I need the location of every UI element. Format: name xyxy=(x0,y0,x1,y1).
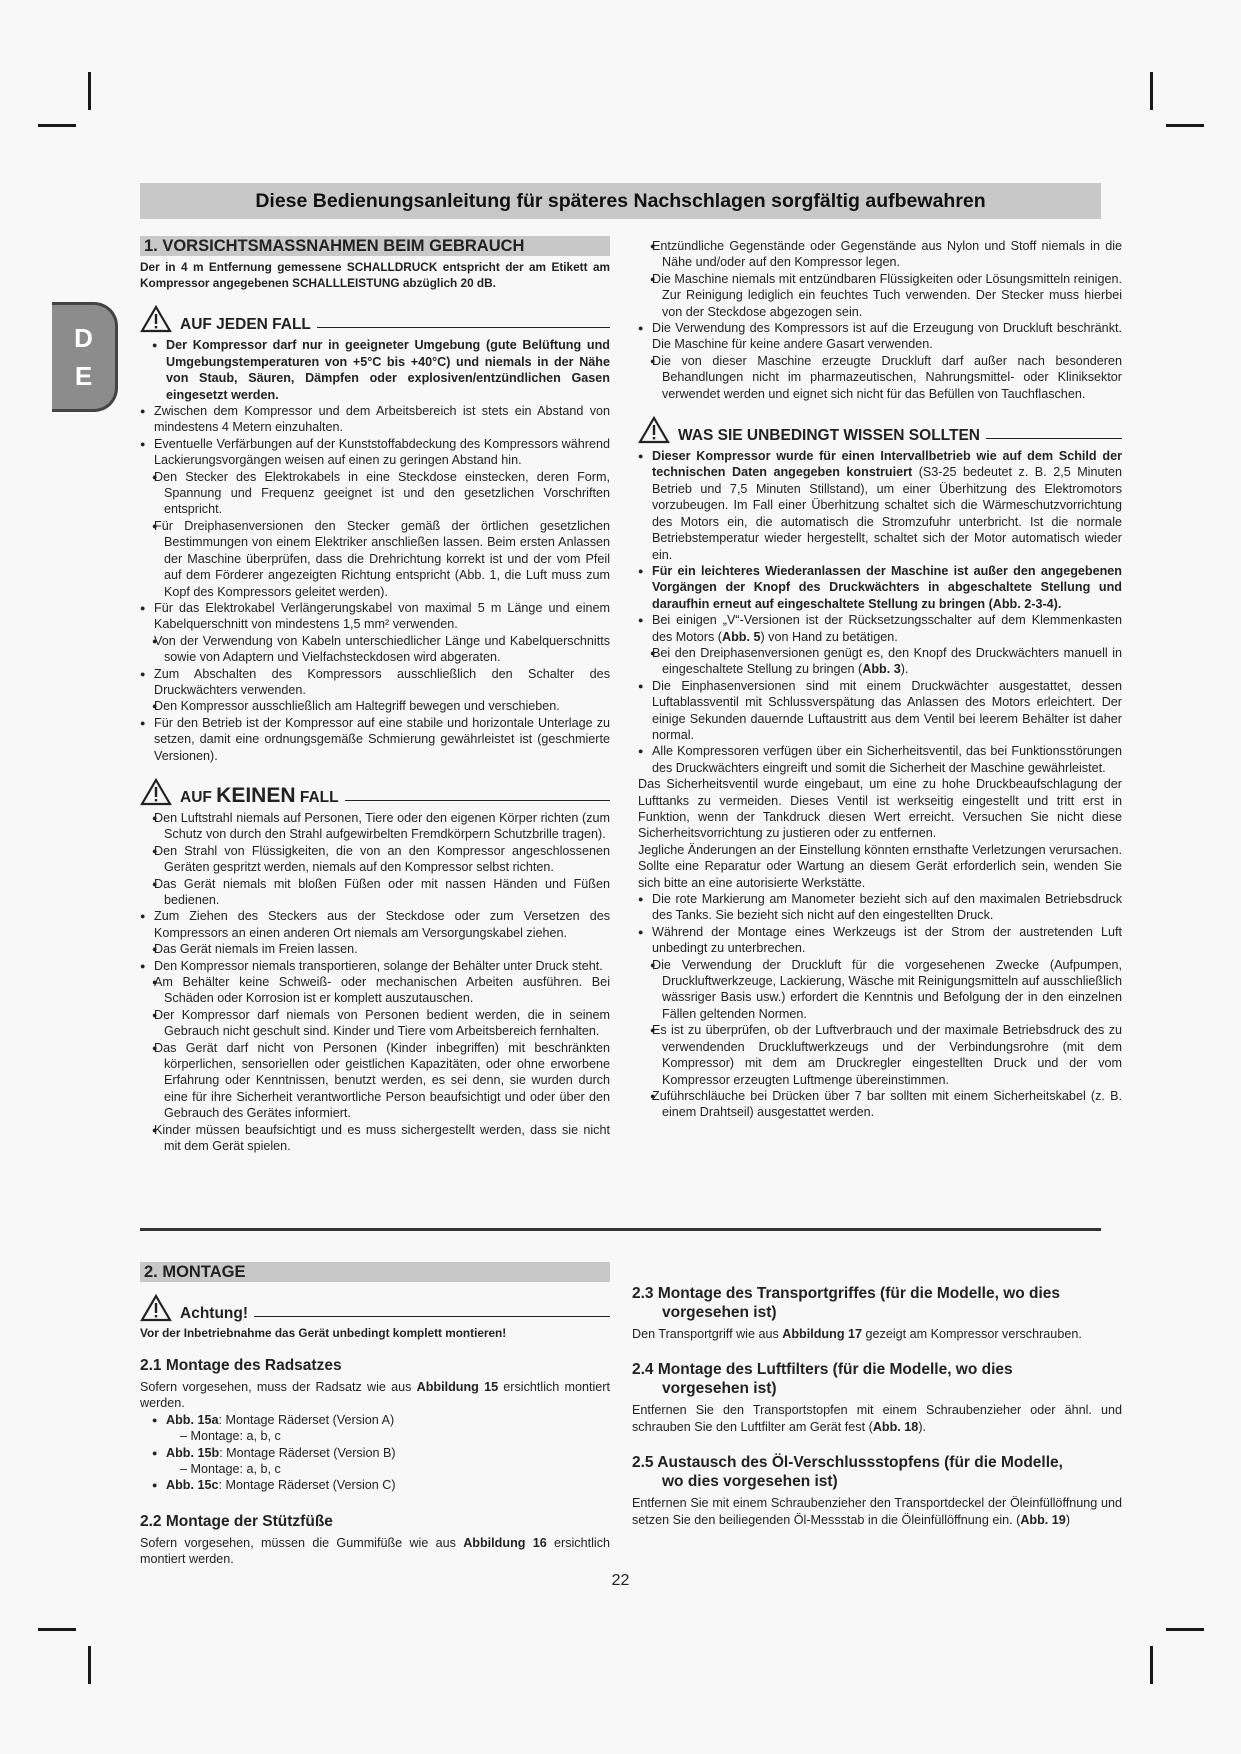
section1-intro: Der in 4 m Entfernung gemessene SCHALLDRUCK entspricht der am Etikett am Kompressor angegebenen SCHALLLEISTUNG abzüglich 20 dB. xyxy=(140,260,610,290)
section2-heading: 2. MONTAGE xyxy=(140,1262,610,1282)
list-item: ● Für das Elektrokabel Verlängerungskabel von maximal 5 m Länge und einem Kabelquerschnitt von mindestens 1,5 mm² verwenden. xyxy=(140,600,610,633)
auf-keinen-fall-title: AUF KEINEN FALL xyxy=(180,783,339,807)
heading-rule xyxy=(345,800,610,801)
list-item: ● Der Kompressor darf niemals von Personen bedient werden, die in seinem Gebrauch nicht geschult sind. Kinder und Tiere vom Arbeitsbereich fernhalten. xyxy=(140,1007,610,1040)
list-item: ● Für ein leichteres Wiederanlassen der Maschine ist außer den angegebenen Vorgängen der Knopf des Druckwächters in abgeschaltete Stellung und daraufhin erneut auf eingeschaltete Stellung zu bringen (Abb. 2-3-4). xyxy=(638,563,1122,612)
achtung-title: Achtung! xyxy=(180,1305,249,1322)
page-number: 22 xyxy=(611,1572,630,1589)
s25-heading: 2.5 Austausch des Öl-Verschlussstopfens (für die Modelle, wo dies vorgesehen ist) xyxy=(632,1454,1063,1491)
language-letter: E xyxy=(74,361,93,391)
auf-jeden-fall-heading xyxy=(140,305,610,333)
list-item: ● Bei einigen „V“-Versionen ist der Rücksetzungsschalter auf dem Klemmenkasten des Motors (Abb. 5) von Hand zu betätigen. xyxy=(638,612,1122,645)
crop-mark xyxy=(1150,1646,1153,1684)
list-item: ● Den Luftstrahl niemals auf Personen, Tiere oder den eigenen Körper richten (zum Schutz von durch den Strahl aufgewirbelten Fremdkörpern Schutzbrille tragen). xyxy=(140,810,610,843)
was-sie-wissen-list xyxy=(638,448,1122,776)
language-tab xyxy=(52,302,118,412)
list-item: ● Die Verwendung des Kompressors ist auf die Erzeugung von Druckluft beschränkt. Die Maschine für keine andere Gasart verwenden. xyxy=(638,320,1122,353)
list-item: ● Zum Ziehen des Steckers aus der Steckdose oder zum Versetzen des Kompressors an einen anderen Ort niemals am Versorgungskabel ziehen. xyxy=(140,908,610,941)
was-sie-wissen-heading xyxy=(638,416,1122,444)
list-item: ● Abb. 15b: Montage Räderset (Version B) – Montage: a, b, c xyxy=(152,1445,610,1478)
heading-rule xyxy=(986,438,1122,439)
list-item: ● Der Kompressor darf nur in geeigneter Umgebung (gute Belüftung und Umgebungstemperaturen von +5°C bis +40°C) und niemals in der Nähe von Staub, Säuren, Dämpfen oder explosiven/entzündlichen Gasen eingesetzt werden. xyxy=(152,337,610,403)
list-item: ● Zuführschläuche bei Drücken über 7 bar sollten mit einem Sicherheitskabel (z. B. einem Drahtseil) ausgestattet werden. xyxy=(638,1088,1122,1121)
section1-heading: 1. VORSICHTSMASSNAHMEN BEIM GEBRAUCH xyxy=(140,236,610,256)
achtung-text: Vor der Inbetriebnahme das Gerät unbedingt komplett montieren! xyxy=(140,1326,507,1341)
s23-heading: 2.3 Montage des Transportgriffes (für die Modelle, wo dies vorgesehen ist) xyxy=(632,1285,1061,1321)
crop-mark xyxy=(1166,124,1204,127)
changes-paragraph: Jegliche Änderungen an der Einstellung könnten ernsthafte Verletzungen verursachen. Sollte eine Reparatur oder Wartung an diesem Gerät erforderlich sein, wenden Sie sich bitte an eine autorisierte Werkstätte. xyxy=(638,842,1122,890)
s21-text: Sofern vorgesehen, muss der Radsatz wie aus Abbildung 15 ersichtlich montiert werden. xyxy=(140,1379,611,1411)
right-items-list xyxy=(638,238,1122,402)
crop-mark xyxy=(1150,72,1153,110)
was-sie-wissen-title: WAS SIE UNBEDINGT WISSEN SOLLTEN xyxy=(678,426,980,444)
list-item: ● Dieser Kompressor wurde für einen Intervallbetrieb wie auf dem Schild der technischen Daten angegeben konstruiert (S3-25 bedeutet z. B. 2,5 Minuten Betrieb und 7,5 Minuten Stillstand), um einer Überhitzung des Elektromotors vorzubeugen. Im Fall einer Überhitzung schaltet sich die Wärmeschutzvorrichtung des Motors ein, die automatisch die Stromzufuhr unterbricht. Ist die normale Betriebstemperatur wieder hergestellt, schaltet sich der Motor automatisch wieder ein. xyxy=(638,448,1122,563)
list-item: ● Während der Montage eines Werkzeugs ist der Strom der austretenden Luft unbedingt zu unterbrechen. xyxy=(638,924,1122,957)
list-item: ● Den Kompressor ausschließlich am Haltegriff bewegen und verschieben. xyxy=(140,698,610,714)
list-item: ● Den Stecker des Elektrokabels in eine Steckdose einstecken, deren Form, Spannung und Frequenz geeignet ist und den gesetzlichen Vorschriften entspricht. xyxy=(140,469,610,518)
warning-icon xyxy=(638,416,670,444)
list-item: ● Entzündliche Gegenstände oder Gegenstände aus Nylon und Stoff niemals in die Nähe und/oder auf den Kompressor legen. xyxy=(638,238,1122,271)
list-item: ● Abb. 15a: Montage Räderset (Version A) – Montage: a, b, c xyxy=(152,1412,610,1445)
s22-text: Sofern vorgesehen, müssen die Gummifüße wie aus Abbildung 16 ersichtlich montiert werden. xyxy=(140,1535,610,1567)
safety-valve-paragraph: Das Sicherheitsventil wurde eingebaut, um eine zu hohe Druckbeaufschlagung der Lufttanks zu vermeiden. Dieses Ventil ist werkseitig eingestellt und tritt erst in Funktion, wenn der Tankdruck diesen Wert erreicht. Versuchen Sie nicht diese Sicherheitsvorrichtung zu justieren oder zu entfernen. xyxy=(638,777,1122,841)
list-item: ● Für Dreiphasenversionen den Stecker gemäß der örtlichen gesetzlichen Bestimmungen von einem Elektriker anschließen lassen. Beim ersten Anlassen der Maschine überprüfen, dass die Drehrichtung korrekt ist und der vom Pfeil auf dem Förderer angezeigten Richtung entspricht (Abb. 1, die Luft muss zum Kopf des Kompressors geleitet werden). xyxy=(140,518,610,600)
list-item: ● Das Gerät niemals mit bloßen Füßen oder mit nassen Händen und Füßen bedienen. xyxy=(140,876,610,909)
warning-icon xyxy=(140,778,172,806)
s21-list xyxy=(152,1412,610,1494)
s24-heading: 2.4 Montage des Luftfilters (für die Modelle, wo dies vorgesehen ist) xyxy=(632,1361,1013,1398)
list-item: ● Die Maschine niemals mit entzündbaren Flüssigkeiten oder Lösungsmitteln reinigen. Zur Reinigung lediglich ein feuchtes Tuch verwenden. Der Stecker muss hierbei von der Steckdose abgezogen sein. xyxy=(638,271,1122,320)
auf-keinen-fall-heading xyxy=(140,778,610,806)
list-item: ● Von der Verwendung von Kabeln unterschiedlicher Länge und Kabelquerschnitts sowie von Adaptern und Vielfachsteckdosen wird abgeraten. xyxy=(140,633,610,666)
list-item: ● Das Gerät darf nicht von Personen (Kinder inbegriffen) mit beschränkten körperlichen, sensoriellen oder geistlichen Kapazitäten, oder ohne erworbene Erfahrung oder Kenntnissen, benutzt werden, es sei denn, sie wurden durch eine für ihre Sicherheit verantwortliche Person beaufsichtigt und oder über den Gebrauch des Gerätes informiert. xyxy=(140,1040,610,1122)
list-item: ● Die Einphasenversionen sind mit einem Druckwächter ausgestattet, dessen Luftablassventil mit Schlussverspätung das Anlassen des Motors erleichtert. Der einige Sekunden dauernde Luftaustritt aus dem Ventil bei leerem Behälter ist daher normal. xyxy=(638,678,1122,744)
section-divider xyxy=(140,1228,1101,1231)
section2-right xyxy=(632,1284,1122,1528)
list-item: ● Am Behälter keine Schweiß- oder mechanischen Arbeiten ausführen. Bei Schäden oder Korrosion ist er komplett auszutauschen. xyxy=(140,974,610,1007)
crop-mark xyxy=(88,1646,91,1684)
crop-mark xyxy=(88,72,91,110)
language-letter: D xyxy=(74,323,93,353)
list-item: ● Zwischen dem Kompressor und dem Arbeitsbereich ist stets ein Abstand von mindestens 4 Metern einzuhalten. xyxy=(140,403,610,436)
list-item: ● Es ist zu überprüfen, ob der Luftverbrauch und der maximale Betriebsdruck des zu verwendenden Druckluftwerkzeugs und der Verbindungsrohre (mit dem Kompressor) mit dem am Druckregler eingestellten Druck und der vom Kompressor erzeugten Luftmenge übereinstimmen. xyxy=(638,1022,1122,1088)
list-item: ● Den Strahl von Flüssigkeiten, die von an den Kompressor angeschlossenen Geräten gespritzt werden, niemals auf den Kompressor selbst richten. xyxy=(140,843,610,876)
page-banner: Diese Bedienungsanleitung für späteres Nachschlagen sorgfältig aufbewahren xyxy=(140,183,1101,219)
left-column xyxy=(140,236,610,1155)
section2-left xyxy=(140,1262,610,1568)
s23-text: Den Transportgriff wie aus Abbildung 17 gezeigt am Kompressor verschrauben. xyxy=(632,1327,1082,1341)
list-item: ● Bei den Dreiphasenversionen genügt es, den Knopf des Druckwächters manuell in eingeschaltete Stellung zu bringen (Abb. 3). xyxy=(638,645,1122,678)
list-item: ● Eventuelle Verfärbungen auf der Kunststoffabdeckung des Kompressors während Lackierungsvorgängen weisen auf einen zu geringen Abstand hin. xyxy=(140,436,610,469)
list-item: ● Die rote Markierung am Manometer bezieht sich auf den maximalen Betriebsdruck des Tanks. Sie bezieht sich nicht auf den eingestellten Druck. xyxy=(638,891,1122,924)
list-item: ● Die Verwendung der Druckluft für die vorgesehenen Zwecke (Aufpumpen, Druckluftwerkzeuge, Lackierung, Wäsche mit Reinigungsmitteln auf ausschließlich wässriger Basis usw.) erfordert die Kenntnis und Befolgung der in den einzelnen Fällen geltenden Normen. xyxy=(638,957,1122,1023)
list-item: ● Für den Betrieb ist der Kompressor auf eine stabile und horizontale Unterlage zu setzen, damit eine ordnungsgemäße Schmierung gewährleistet ist (geschmierte Versionen). xyxy=(140,715,610,764)
list-item: ● Den Kompressor niemals transportieren, solange der Behälter unter Druck steht. xyxy=(140,958,610,974)
list-item: ● Abb. 15c: Montage Räderset (Version C) xyxy=(152,1477,610,1493)
auf-jeden-fall-title: AUF JEDEN FALL xyxy=(180,316,311,333)
list-item: ● Alle Kompressoren verfügen über ein Sicherheitsventil, das bei Funktionsstörungen des Druckwächters eingreift und somit die Sicherheit der Maschine gewährleistet. xyxy=(638,743,1122,776)
crop-mark xyxy=(1166,1628,1204,1631)
right-column xyxy=(638,238,1122,1121)
warning-icon xyxy=(140,305,172,333)
s25-text: Entfernen Sie mit einem Schraubenzieher den Transportdeckel der Öleinfüllöffnung und setzen Sie den beiliegenden Öl-Messstab in die Öleinfüllöffnung ein. (Abb. 19) xyxy=(632,1496,1122,1527)
crop-mark xyxy=(38,1628,76,1631)
heading-rule xyxy=(254,1316,610,1317)
list-item: ● Kinder müssen beaufsichtigt und es muss sichergestellt werden, dass sie nicht mit dem Gerät spielen. xyxy=(140,1122,610,1155)
s24-text: Entfernen Sie den Transportstopfen mit einem Schraubenzieher oder ähnl. und schrauben Sie den Luftfilter am Gerät fest (Abb. 18). xyxy=(632,1403,1122,1434)
list-item: ● Die von dieser Maschine erzeugte Druckluft darf außer nach besonderen Behandlungen nicht im pharmazeutischen, Nahrungsmittel- oder Kliniksektor verwendet werden und eignet sich nicht für das Befüllen von Tauchflaschen. xyxy=(638,353,1122,402)
list-item: ● Zum Abschalten des Kompressors ausschließlich den Schalter des Druckwächters verwenden. xyxy=(140,666,610,699)
was-sie-wissen-list-2 xyxy=(638,891,1122,1121)
warning-icon xyxy=(140,1294,172,1322)
list-item: ● Das Gerät niemals im Freien lassen. xyxy=(140,941,610,957)
s22-heading: 2.2 Montage der Stützfüße xyxy=(140,1512,333,1530)
achtung-heading xyxy=(140,1294,610,1322)
crop-mark xyxy=(38,124,76,127)
auf-keinen-fall-list xyxy=(140,810,610,1155)
heading-rule xyxy=(317,327,610,328)
s21-heading: 2.1 Montage des Radsatzes xyxy=(140,1356,342,1374)
auf-jeden-fall-list xyxy=(140,337,610,764)
